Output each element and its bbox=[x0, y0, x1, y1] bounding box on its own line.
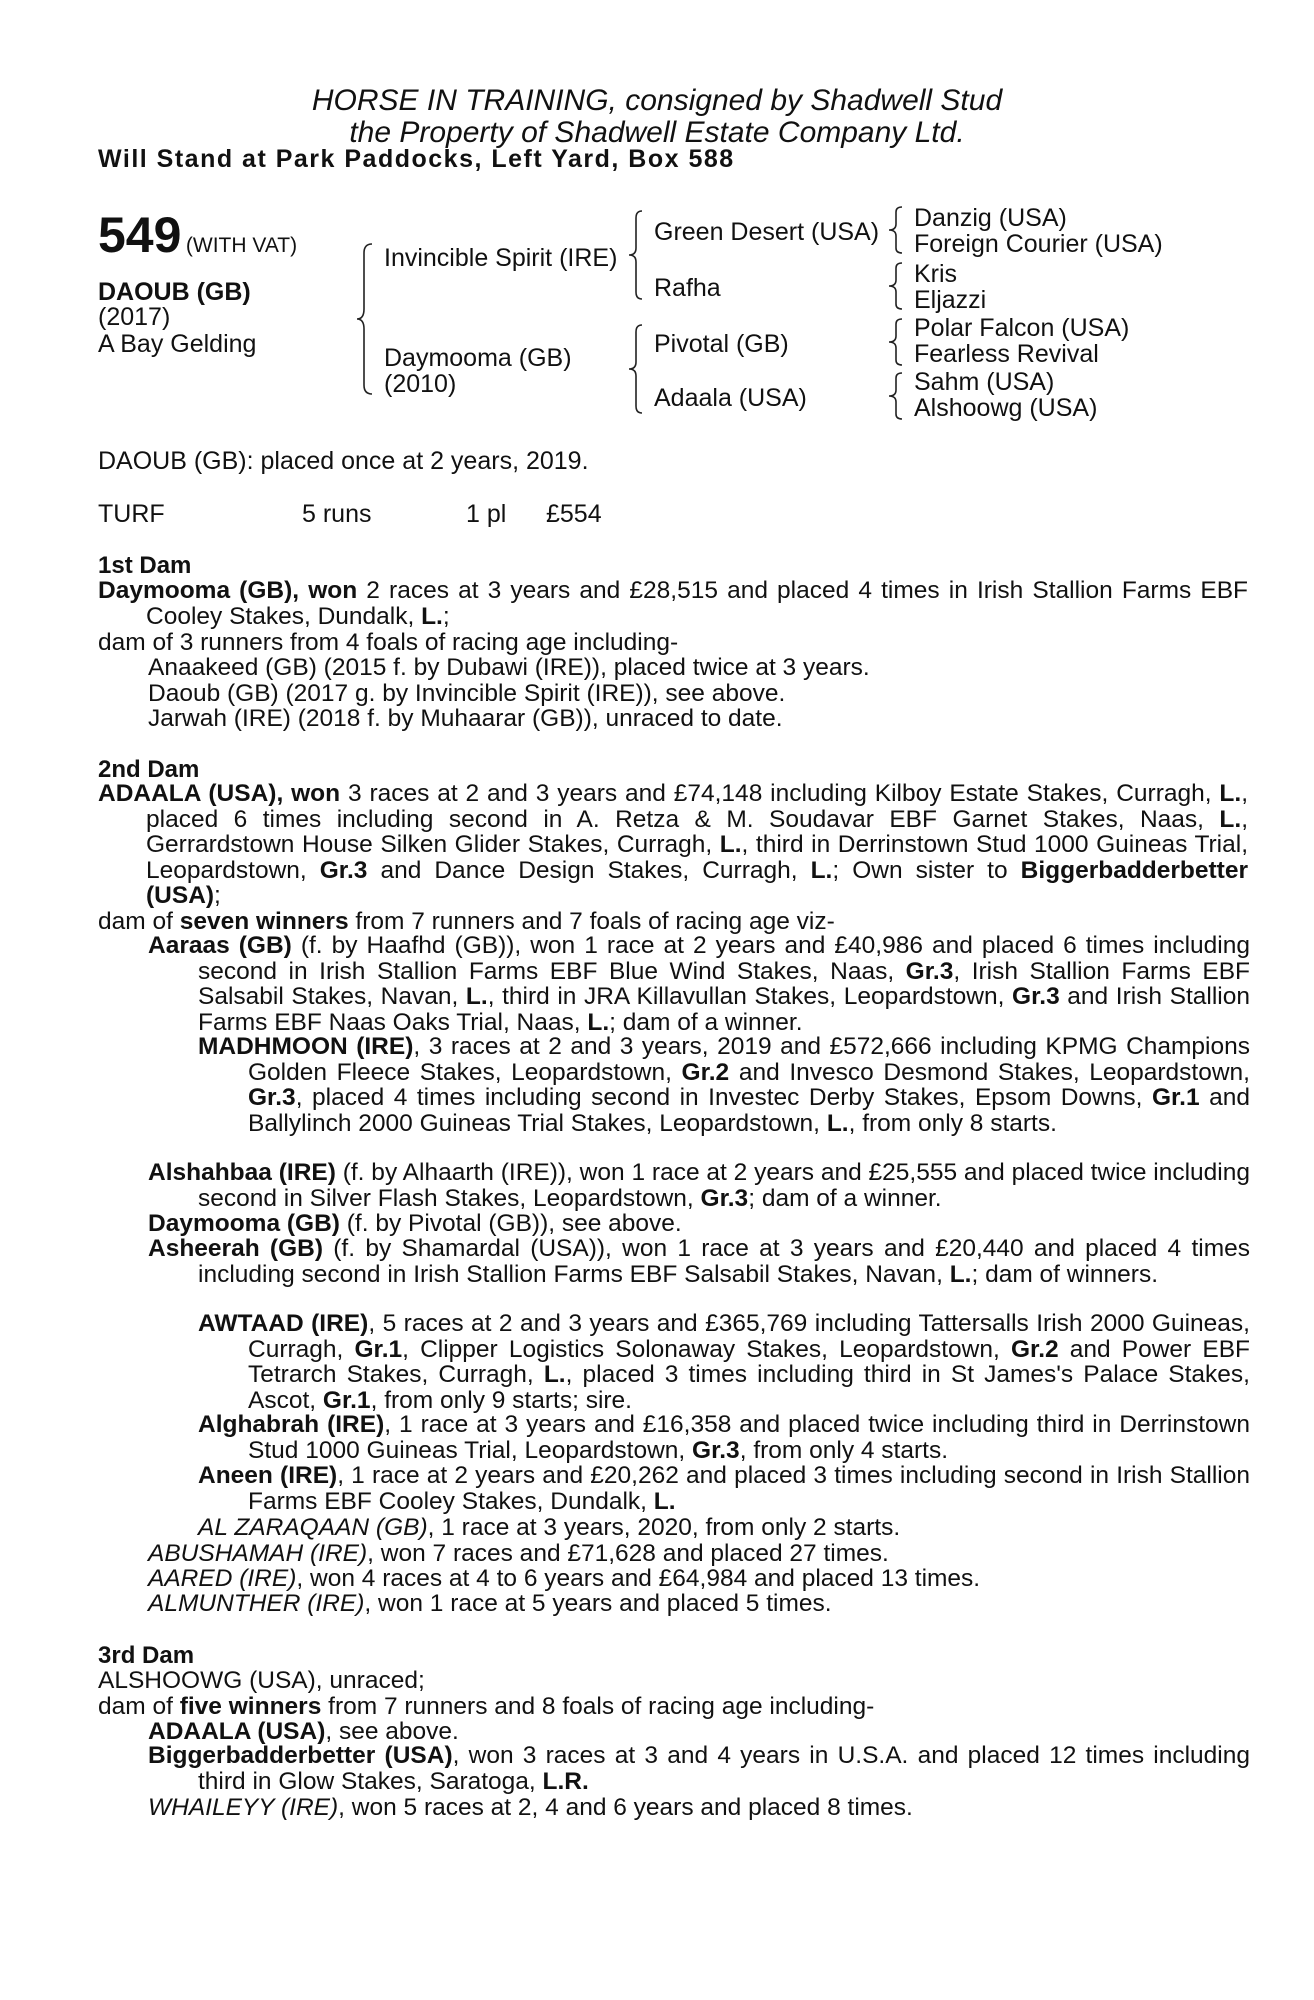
offspring-3: Jarwah (IRE) (2018 f. by Muhaarar (GB)), unraced to date. bbox=[148, 705, 783, 732]
pedigree-g3-2: Foreign Courier (USA) bbox=[914, 230, 1163, 258]
lot-number-row bbox=[98, 207, 298, 263]
pedigree-brace-g3c bbox=[888, 318, 906, 366]
first-dam-heading: 1st Dam bbox=[98, 552, 192, 579]
third-dam-whaileyy: WHAILEYY (IRE), won 5 races at 2, 4 and 6 years and placed 8 times. bbox=[148, 1794, 913, 1821]
first-dam-produce: dam of 3 runners from 4 foals of racing age including- bbox=[98, 629, 679, 656]
second-dam-entry: ADAALA (USA), won 3 races at 2 and 3 years and £74,148 including Kilboy Estate Stakes, Curragh, L., placed 6 times including second in A. Retza & M. Soudavar EBF Garnet Stakes, Naas, L., Gerrardstown House Silken Glider Stakes, Curragh, L., third in Derrinstown Stud 1000 Guineas Trial, Leopardstown, Gr.3 and Dance Design Stakes, Curragh, L.; Own sister to Biggerbadderbetter (USA); bbox=[98, 780, 1248, 909]
pedigree-g3-6: Fearless Revival bbox=[914, 340, 1099, 368]
record-surface: TURF bbox=[98, 500, 165, 528]
pedigree-dam-sire: Pivotal (GB) bbox=[654, 330, 789, 358]
pedigree-dam-year: (2010) bbox=[384, 370, 457, 398]
race-summary: DAOUB (GB): placed once at 2 years, 2019. bbox=[98, 447, 589, 475]
offspring-2: Daoub (GB) (2017 g. by Invincible Spirit (IRE)), see above. bbox=[148, 680, 786, 707]
own-sister-link: Biggerbadderbetter (USA) bbox=[146, 856, 1248, 909]
pedigree-dam-dam: Adaala (USA) bbox=[654, 384, 807, 412]
record-runs: 5 runs bbox=[302, 500, 372, 528]
pedigree-sire: Invincible Spirit (IRE) bbox=[384, 244, 618, 272]
produce-aaraas: Aaraas (GB) (f. by Haafhd (GB)), won 1 race at 2 years and £40,986 and placed 6 times including second in Irish Stallion Farms EBF Blue Wind Stakes, Naas, Gr.3, Irish Stallion Farms EBF Salsabil Stakes, Navan, L., third in JRA Killavullan Stakes, Leopardstown, Gr.3 and Irish Stallion Farms EBF Naas Oaks Trial, Naas, L.; dam of a winner. bbox=[148, 932, 1251, 1036]
produce-al-zaraqaan: AL ZARAQAAN (GB), 1 race at 3 years, 2020, from only 2 starts. bbox=[198, 1514, 901, 1541]
pedigree-brace-gen1 bbox=[356, 243, 376, 395]
vat-note: (WITH VAT) bbox=[185, 234, 298, 257]
second-dam-name: ADAALA (USA) bbox=[98, 780, 277, 807]
record-earnings: £554 bbox=[546, 500, 602, 528]
pedigree-brace-g3d bbox=[888, 372, 906, 420]
second-dam-heading: 2nd Dam bbox=[98, 756, 200, 783]
offspring-1: Anaakeed (GB) (2015 f. by Dubawi (IRE)), placed twice at 3 years. bbox=[148, 654, 870, 681]
pedigree-g3-8: Alshoowg (USA) bbox=[914, 394, 1098, 422]
pedigree-g3-7: Sahm (USA) bbox=[914, 368, 1055, 396]
lot-number: 549 bbox=[98, 207, 182, 263]
record-placed: 1 pl bbox=[466, 500, 507, 528]
first-dam-name: Daymooma (GB) bbox=[98, 577, 293, 604]
pedigree-dam: Daymooma (GB) bbox=[384, 344, 572, 372]
stand-location: Will Stand at Park Paddocks, Left Yard, Box 588 bbox=[98, 145, 735, 173]
produce-awtaad: AWTAAD (IRE), 5 races at 2 and 3 years and £365,769 including Tattersalls Irish 2000 Guineas, Curragh, Gr.1, Clipper Logistics Solonaway Stakes, Leopardstown, Gr.2 and Power EBF Tetrarch Stakes, Curragh, L., placed 3 times including third in St James's Palace Stakes, Ascot, Gr.1, from only 9 starts; sire. bbox=[198, 1310, 1250, 1414]
pedigree-brace-g3a bbox=[888, 206, 906, 254]
pedigree-g3-5: Polar Falcon (USA) bbox=[914, 314, 1130, 342]
produce-alghabrah: Alghabrah (IRE), 1 race at 3 years and £16,358 and placed twice including third in Derrinstown Stud 1000 Guineas Trial, Leopardstown, Gr.3, from only 4 starts. bbox=[198, 1411, 1250, 1464]
produce-madhmoon: MADHMOON (IRE), 3 races at 2 and 3 years, 2019 and £572,666 including KPMG Champions Golden Fleece Stakes, Leopardstown, Gr.2 and Invesco Desmond Stakes, Leopardstown, Gr.3, placed 4 times including second in Investec Derby Stakes, Epsom Downs, Gr.1 and Ballylinch 2000 Guineas Trial Stakes, Leopardstown, L., from only 8 starts. bbox=[198, 1033, 1251, 1137]
horse-year: (2017) bbox=[98, 303, 171, 331]
property-line: the Property of Shadwell Estate Company Ltd. bbox=[349, 116, 965, 149]
produce-abushamah: ABUSHAMAH (IRE), won 7 races and £71,628 and placed 27 times. bbox=[148, 1540, 889, 1567]
third-dam-biggerbadderbetter: Biggerbadderbetter (USA), won 3 races at 3 and 4 years in U.S.A. and placed 12 times including third in Glow Stakes, Saratoga, L.R. bbox=[148, 1742, 1250, 1795]
pedigree-sire-dam: Rafha bbox=[654, 274, 721, 302]
produce-aared: AARED (IRE), won 4 races at 4 to 6 years and £64,984 and placed 13 times. bbox=[148, 1565, 981, 1592]
third-dam-name: ALSHOOWG (USA), unraced; bbox=[98, 1667, 425, 1694]
consignor-line: HORSE IN TRAINING, consigned by Shadwell Stud bbox=[311, 84, 1003, 117]
pedigree-g3-1: Danzig (USA) bbox=[914, 204, 1067, 232]
pedigree-g3-4: Eljazzi bbox=[914, 286, 987, 314]
pedigree-g3-3: Kris bbox=[914, 260, 958, 288]
third-dam-adaala: ADAALA (USA), see above. bbox=[148, 1718, 459, 1745]
third-dam-heading: 3rd Dam bbox=[98, 1642, 195, 1669]
produce-daymooma: Daymooma (GB) (f. by Pivotal (GB)), see above. bbox=[148, 1210, 682, 1237]
produce-aneen: Aneen (IRE), 1 race at 2 years and £20,262 and placed 3 times including second in Irish Stallion Farms EBF Cooley Stakes, Dundalk, L. bbox=[198, 1462, 1251, 1515]
produce-asheerah: Asheerah (GB) (f. by Shamardal (USA)), won 1 race at 3 years and £20,440 and placed 4 times including second in Irish Stallion Farms EBF Salsabil Stakes, Navan, L.; dam of winners. bbox=[148, 1235, 1250, 1288]
second-dam-produce: dam of seven winners from 7 runners and 7 foals of racing age viz- bbox=[98, 908, 835, 935]
produce-alshahbaa: Alshahbaa (IRE) (f. by Alhaarth (IRE)), won 1 race at 2 years and £25,555 and placed twice including second in Silver Flash Stakes, Leopardstown, Gr.3; dam of a winner. bbox=[148, 1159, 1250, 1212]
pedigree-brace-g3b bbox=[888, 262, 906, 310]
produce-almunther: ALMUNTHER (IRE), won 1 race at 5 years and placed 5 times. bbox=[148, 1590, 832, 1617]
pedigree-brace-dam bbox=[628, 324, 646, 414]
first-dam-entry: Daymooma (GB), won 2 races at 3 years and £28,515 and placed 4 times in Irish Stallion Farms EBF Cooley Stakes, Dundalk, L.; bbox=[98, 577, 1248, 630]
horse-description: A Bay Gelding bbox=[98, 330, 257, 358]
pedigree-brace-sire bbox=[628, 210, 646, 300]
pedigree-sire-sire: Green Desert (USA) bbox=[654, 218, 880, 246]
third-dam-produce: dam of five winners from 7 runners and 8 foals of racing age including- bbox=[98, 1693, 875, 1720]
horse-name: DAOUB (GB) bbox=[98, 278, 251, 306]
